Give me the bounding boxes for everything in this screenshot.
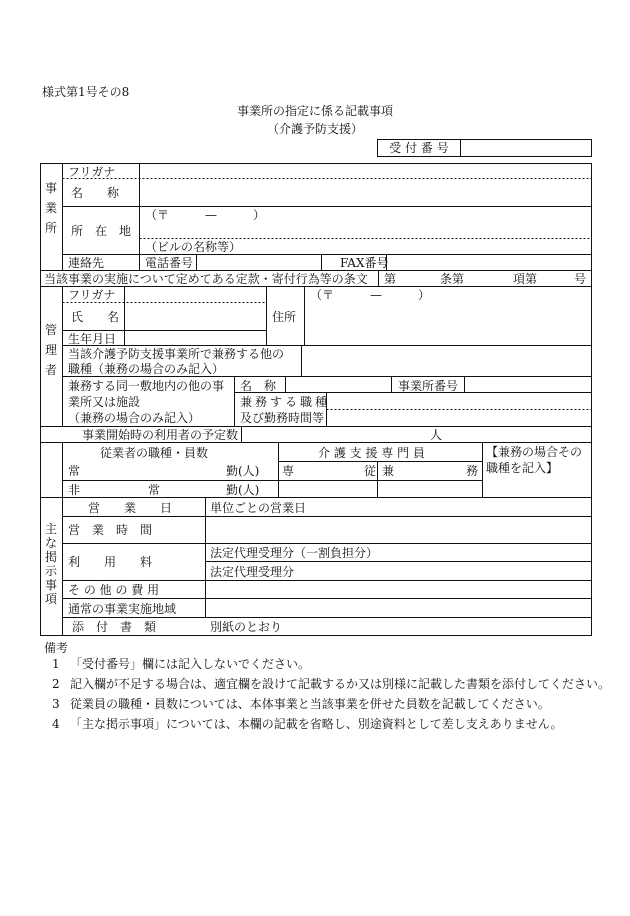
staff-concurrent-b: 務: [466, 464, 479, 478]
regulation-paragraph: 項第: [513, 272, 538, 286]
manager-concurrent-label-line1: 当該介護予防支援事業所で兼務する他の: [68, 347, 285, 361]
office-phone-label: 電話番号: [145, 256, 194, 270]
regulation-article: 条第: [440, 272, 465, 286]
office-name-label: 名 称: [71, 186, 120, 200]
note-text: 「受付番号」欄には記入しないでください。: [70, 657, 311, 671]
manager-group-label: 管 理 者: [44, 323, 57, 377]
manager-furigana-label: フリガナ: [68, 288, 116, 302]
manager-address-label: 住所: [272, 310, 297, 324]
receipt-label: 受 付 番 号: [389, 141, 449, 155]
business-day-value[interactable]: 単位ごとの営業日: [210, 501, 307, 515]
regulation-item: 号: [574, 272, 587, 286]
regulation-label: 当該事業の実施について定めてある定款・寄付行為等の条文: [44, 272, 368, 286]
staff-fulltime-unit: 勤(人): [226, 464, 260, 478]
staff-role-header: 介 護 支 援 専 門 員: [318, 446, 425, 460]
office-building-name[interactable]: （ビルの名称等）: [145, 240, 242, 254]
regulation-article-prefix: 第: [384, 272, 397, 286]
staff-parttime-label-b: 常: [148, 483, 161, 497]
manager-office-number-label: 事業所番号: [398, 379, 459, 393]
other-costs-label: そ の 他 の 費 用: [68, 583, 160, 597]
office-address-label: 所 在 地: [71, 224, 132, 238]
fee-value-copay[interactable]: 法定代理受理分（一割負担分）: [210, 546, 379, 560]
form-number: 様式第1号その8: [42, 85, 130, 99]
staff-parttime-unit: 勤(人): [226, 483, 260, 497]
staff-header: 従業者の職種・員数: [100, 446, 209, 460]
manager-duty-label-line1: 兼務する職種: [240, 395, 331, 409]
note-number: 2: [52, 677, 60, 691]
form-title: 事業所の指定に係る記載事項: [236, 104, 393, 118]
manager-other-name-label: 名 称: [240, 379, 277, 393]
users-unit: 人: [430, 428, 443, 442]
manager-concurrent-label-line2: 職種（兼務の場合のみ記入）: [68, 362, 225, 376]
attachments-value[interactable]: 別紙のとおり: [210, 620, 283, 634]
staff-dedicated-a: 専: [282, 464, 295, 478]
note-text: 記入欄が不足する場合は、適宜欄を設けて記載するか又は別様に記載した書類を添付してください。: [70, 677, 611, 691]
office-contact-label: 連絡先: [68, 256, 105, 270]
note-text: 従業員の職種・員数については、本体事業と当該事業を併せた員数を記載してください。: [70, 697, 550, 711]
staff-parttime-label-a: 非: [68, 483, 81, 497]
notes-heading: 備考: [44, 641, 69, 655]
users-expected-label: 事業開始時の利用者の予定数: [82, 428, 239, 442]
manager-name-label: 氏 名: [71, 310, 120, 324]
fee-label: 利 用 料: [68, 555, 153, 569]
staff-concurrent-a: 兼: [382, 464, 395, 478]
office-group-label: 事 業 所: [44, 181, 57, 235]
note-number: 1: [52, 657, 60, 671]
fee-value-proxy[interactable]: 法定代理受理分: [210, 565, 295, 579]
staff-dedicated-b: 従: [364, 464, 377, 478]
note-text: 「主な掲示事項」については、本欄の記載を省略し、別途資料として差し支えありません。: [70, 717, 563, 731]
staff-fulltime-label: 常: [68, 464, 81, 478]
manager-postal-code[interactable]: （〒 — ）: [310, 288, 431, 302]
manager-birthdate-label: 生年月日: [68, 332, 117, 346]
office-furigana-label: フリガナ: [68, 165, 116, 179]
staff-note-line1: 【兼務の場合その: [486, 445, 583, 459]
staff-note-line2: 職種を記入】: [486, 461, 559, 475]
attachments-label: 添 付 書 類: [72, 620, 157, 634]
business-day-label: 営 業 日: [88, 501, 173, 515]
business-hours-label: 営 業 時 間: [68, 523, 153, 537]
form-subtitle: （介護予防支援）: [266, 122, 363, 136]
manager-duty-label-line2: 及び勤務時間等: [240, 411, 325, 425]
manager-other-facility-line3: （兼務の場合のみ記入）: [68, 411, 201, 425]
note-number: 4: [52, 717, 60, 731]
manager-other-facility-line2: 業所又は施設: [68, 395, 141, 409]
manager-other-facility-line1: 兼務する同一敷地内の他の事: [68, 379, 225, 393]
office-fax-label: FAX番号: [340, 256, 389, 270]
office-postal-code[interactable]: （〒 — ）: [145, 208, 266, 222]
note-number: 3: [52, 697, 60, 711]
service-area-label: 通常の事業実施地域: [68, 602, 177, 616]
main-items-group-label: 主 な 掲 示 事 項: [44, 522, 57, 606]
